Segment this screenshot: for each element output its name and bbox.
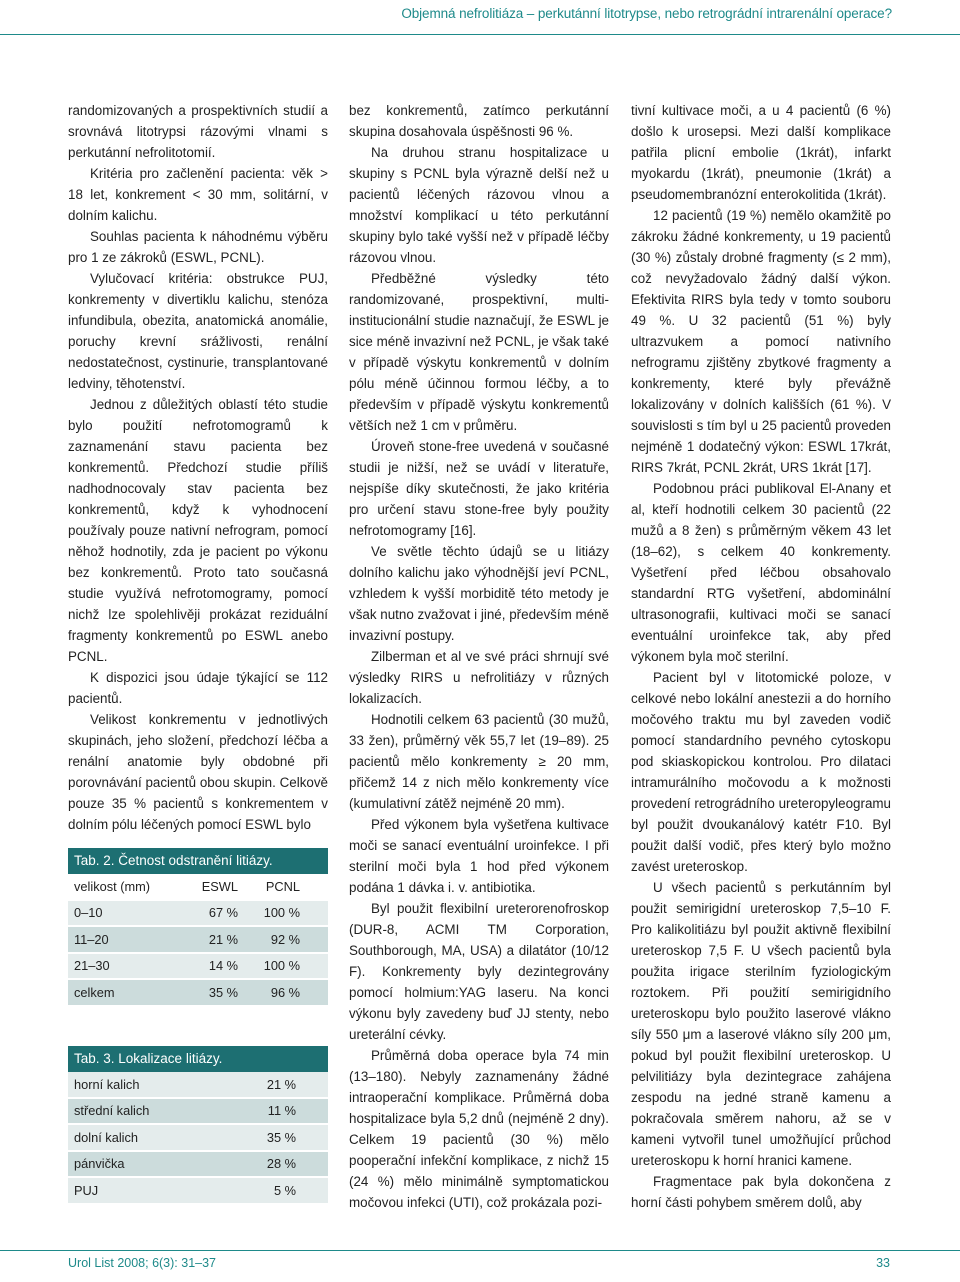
paragraph: Zilberman et al ve své práci shrnují své výsledky RIRS u nefrolitiázy v různých lokalizacích.	[349, 649, 609, 706]
paragraph: Předběžné výsledky této randomizované, prospektivní, multi-institucionální studie naznačují, že ESWL je sice méně invazivní než PCNL, je však také v případě výskytu konkrementů v dolním pólu méně účinnou formou léčby, a to především v případě výskytu konkrementů větších než 1 cm v průměru.	[349, 271, 609, 433]
table-cell: 11 %	[267, 1103, 296, 1119]
column-header: PCNL	[265, 878, 300, 894]
table-cell: 35 %	[266, 1129, 296, 1145]
paragraph: bez konkrementů, zatímco perkutánní skupina dosahovala úspěšnosti 96 %.	[349, 103, 609, 139]
paragraph: randomizovaných a prospektivních studií a srovnává litotrypsi rázovými vlnami s perkutánní nefrolitotomií.	[68, 103, 328, 160]
table-2-title: Tab. 2. Četnost odstranění litiázy.	[68, 848, 328, 874]
paragraph: Hodnotili celkem 63 pacientů (30 mužů, 33 žen), průměrný věk 55,7 let (19–89). 25 pacientů mělo konkrementy ≥ 20 mm, přičemž 14 z nich mělo konkrementy více (kumulativní zátěž nejméně 20 mm).	[349, 712, 609, 811]
paragraph: Úroveň stone-free uvedená v současné studii je nižší, než se uvádí v literatuře, nejspíše díky skutečnosti, že jako kritéria pro určení stavu stone-free byly použity nefrotomogramy [16].	[349, 439, 609, 538]
footer-citation: Urol List 2008; 6(3): 31–37	[68, 1256, 217, 1270]
paragraph: K dispozici jsou údaje týkající se 112 pacientů.	[68, 670, 328, 706]
text-column-1	[68, 100, 328, 835]
table-cell: 21 %	[266, 1076, 296, 1092]
table-row	[68, 1152, 328, 1179]
table-cell: pánvička	[74, 1156, 125, 1172]
paragraph: Fragmentace pak byla dokončena z horní části pohybem směrem dolů, aby	[631, 1174, 891, 1210]
table-3	[68, 1046, 328, 1205]
table-2	[68, 848, 328, 1007]
table-cell: celkem	[74, 984, 115, 1000]
column-header: velikost (mm)	[74, 878, 151, 894]
paragraph: Jednou z důležitých oblastí této studie bylo použití nefrotomogramů k zaznamenání stavu pacienta bez konkrementů. Předchozí studie příliš nadhodnocovaly stav pacienta bez konkrementů, když k vyhodnocení používaly pouze nativní nefrogram, pomocí něhož hodnotily, zda je pacient po výkonu bez konkrementů. Proto tato současná studie využívá nefrotomogramy, pomocí nichž lze spolehlivěji prokázat reziduální fragmenty konkrementů po ESWL anebo PCNL.	[68, 397, 328, 664]
table-cell: PUJ	[74, 1182, 99, 1198]
table-cell: horní kalich	[74, 1076, 140, 1092]
footer-rule	[0, 1250, 960, 1251]
table-cell: 0–10	[74, 905, 103, 921]
table-row	[68, 901, 328, 928]
paragraph: Před výkonem byla vyšetřena kultivace moči se sanací eventuální uroinfekce. I při sterilní moči byla 1 hod před výkonem podána 1 dávka i. v. antibiotika.	[349, 817, 609, 895]
paragraph: 12 pacientů (19 %) nemělo okamžitě po zákroku žádné konkrementy, u 19 pacientů (30 %) zůstaly drobné fragmenty (≤ 2 mm), což nevyžadovalo žádný další výkon. Efektivita RIRS byla tedy v tomto souboru 49 %. U 32 pacientů (51 %) byly ultrazvukem a pomocí nativního nefrogramu zjištěny zbytkové fragmenty a konkrementy, které byly převážně lokalizovány v dolních kališších (61 %). V souvislosti s tím byl u 25 pacientů proveden nejméně 1 dodatečný výkon: ESWL 17krát, RIRS 7krát, PCNL 2krát, URS 1krát [17].	[631, 208, 891, 475]
table-cell: 92 %	[270, 931, 300, 947]
table-row	[68, 980, 328, 1007]
header-rule	[0, 34, 960, 35]
paragraph: tivní kultivace moči, a u 4 pacientů (6 %) došlo k urosepsi. Mezi další komplikace patřila plicní embolie (1krát), infarkt myokardu (1krát), pneumonie (1krát) a pseudomembranózní enterokolitida (1krát).	[631, 103, 891, 202]
paragraph: Na druhou stranu hospitalizace u skupiny s PCNL byla výrazně delší než u pacientů léčených rázovou vlnou a množství komplikací u této perkutánní skupiny bylo také vyšší než v případě léčby rázovou vlnou.	[349, 145, 609, 265]
paragraph: Velikost konkrementu v jednotlivých skupinách, jeho složení, předchozí léčba a renální anatomie byly obdobné při porovnávání pacientů obou skupin. Celkově pouze 35 % pacientů s konkrementem v dolním pólu léčených pomocí ESWL bylo	[68, 712, 328, 832]
table-cell: 11–20	[74, 931, 109, 947]
table-cell: 21 %	[208, 931, 238, 947]
table-cell: 35 %	[208, 984, 238, 1000]
table-cell: střední kalich	[74, 1103, 150, 1119]
paragraph: Byl použit flexibilní ureterorenofroskop (DUR-8, ACMI TM Corporation, Southborough, MA, USA) a dilatátor (10/12 F). Konkrementy byly dezintegrovány pomocí holmium:YAG laseru. Na konci výkonu byly zavedeny buď JJ stenty, nebo ureterální cévky.	[349, 901, 609, 1042]
paragraph: Ve světle těchto údajů se u litiázy dolního kalichu jako výhodnější jeví PCNL, vzhledem k vyšší morbiditě této metody je však nutno zvažovat i jiné, především méně invazivní postupy.	[349, 544, 609, 643]
table-cell: 28 %	[266, 1156, 296, 1172]
table-row	[68, 1099, 328, 1126]
table-cell: 21–30	[74, 958, 110, 974]
table-cell: 5 %	[273, 1182, 296, 1198]
paragraph: Podobnou práci publikoval El-Anany et al, kteří hodnotili celkem 30 pacientů (22 mužů a 8 žen) s průměrným věkem 43 let (18–62), s celkem 40 konkrementy. Vyšetření před léčbou obsahovalo standardní RTG vyšetření, abdominální ultrasonografii, kultivaci moči se sanací eventuální uroinfekce tak, aby před výkonem byla moč sterilní.	[631, 481, 891, 664]
table-cell: 96 %	[270, 984, 300, 1000]
table-row	[68, 954, 328, 981]
table-row	[68, 1125, 328, 1152]
text-column-2	[349, 100, 609, 1213]
page-number: 33	[876, 1256, 890, 1270]
table-3-title: Tab. 3. Lokalizace litiázy.	[68, 1046, 328, 1072]
text-column-3	[631, 100, 891, 1213]
table-cell: 67 %	[208, 905, 238, 921]
table-row	[68, 927, 328, 954]
paragraph: Souhlas pacienta k náhodnému výběru pro 1 ze zákroků (ESWL, PCNL).	[68, 229, 328, 265]
table-2-header-row	[68, 874, 328, 901]
paragraph: Průměrná doba operace byla 74 min (13–180). Nebyly zaznamenány žádné intraoperační komplikace. Průměrná doba hospitalizace byla 5,2 dnů (nejméně 2 dny). Celkem 19 pacientů (30 %) mělo pooperační infekční komplikace, z nichž 15 (24 %) mělo minimálně symptomatickou močovou infekci (UTI), což prokázala pozi-	[349, 1048, 609, 1210]
paragraph: U všech pacientů s perkutánním byl použit semirigidní ureteroskop 7,5–10 F. Pro kalikolitiázu byl použit aktivně flexibilní ureteroskop 7,5 F. U všech pacientů byla použita irigace sterilním fyziologickým roztokem. Při použití semirigidního ureteroskopu bylo použito laserové vlákno síly 550 μm a laserové vlákno síly 200 μm, pokud byl použit flexibilní ureteroskop. U pelvilitiázy byla dezintegrace zahájena zespodu na jedné straně kamenu a pokračovala směrem nahoru, až se v kameni vytvořil tunel umožňující průchod ureteroskopu k horní hranici kamene.	[631, 880, 891, 1168]
paragraph: Kritéria pro začlenění pacienta: věk > 18 let, konkrement < 30 mm, solitární, v dolním kalichu.	[68, 166, 328, 223]
running-header-title: Objemná nefrolitiáza – perkutánní litotrypse, nebo retrográdní intrarenální operace?	[401, 6, 892, 21]
table-row	[68, 1178, 328, 1205]
paragraph: Vylučovací kritéria: obstrukce PUJ, konkrementy v divertiklu kalichu, stenóza infundibula, obezita, anatomická anomálie, poruchy krevní srážlivosti, renální nedostatečnost, cystinurie, transplantované ledviny, těhotenství.	[68, 271, 328, 391]
table-cell: 14 %	[208, 958, 238, 974]
paragraph: Pacient byl v litotomické poloze, v celkové nebo lokální anestezii a do horního močového traktu mu byl zaveden vodič pomocí standardního pevného cytoskopu pod skiaskopickou kontrolou. Pro dilataci intramurálního močovodu a k možnosti provedení retrográdního ureteropyleogramu byl použit dvoukanálový katétr F10. Byl použit další vodič, přes který bylo možno zavést ureteroskop.	[631, 670, 891, 874]
column-header: ESWL	[201, 878, 238, 894]
table-row	[68, 1072, 328, 1099]
table-cell: 100 %	[263, 958, 300, 974]
table-cell: dolní kalich	[74, 1129, 139, 1145]
table-cell: 100 %	[263, 905, 300, 921]
